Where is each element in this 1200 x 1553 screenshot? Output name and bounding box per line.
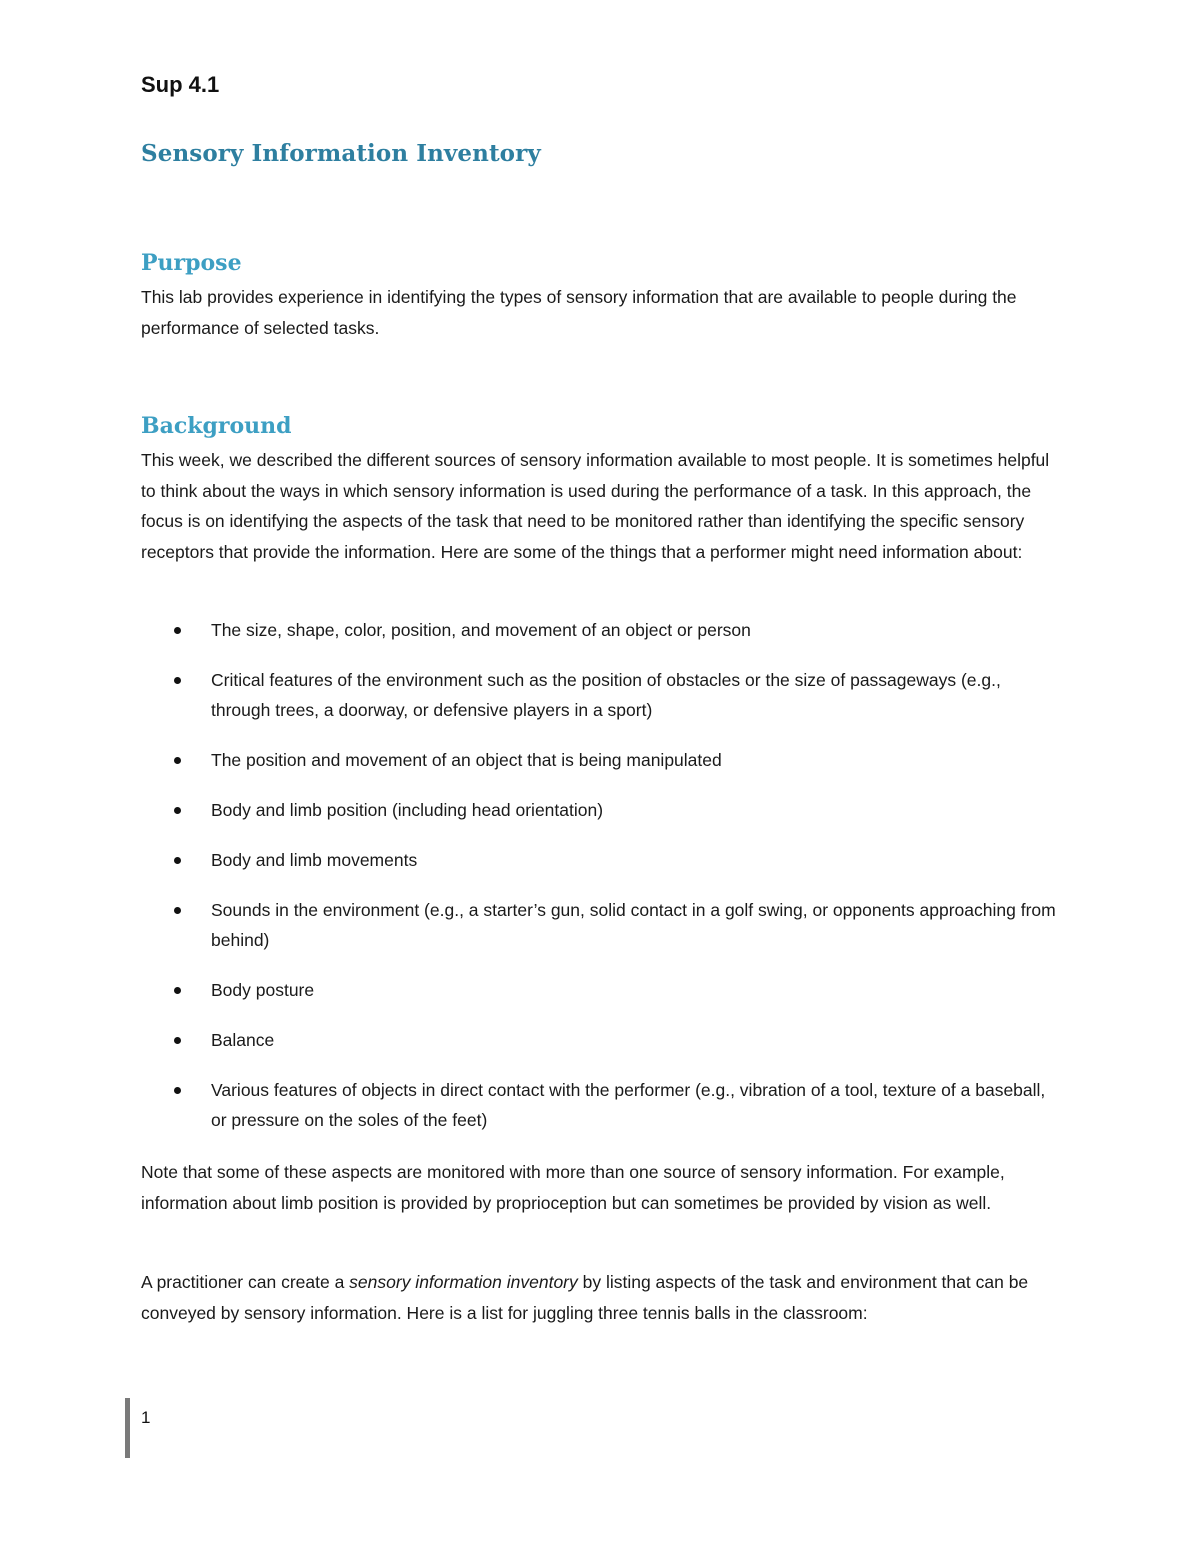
list-item [141, 665, 1061, 725]
bullet-icon [174, 807, 181, 814]
inventory-paragraph [141, 1267, 1061, 1328]
bullet-icon [174, 857, 181, 864]
bullet-icon [174, 1087, 181, 1094]
bullet-icon [174, 907, 181, 914]
list-item-text: Body posture [211, 980, 315, 1000]
document-title: Sensory Information Inventory [141, 140, 541, 167]
inventory-text-before: A practitioner can create a [141, 1272, 350, 1292]
list-item-text: Various features of objects in direct contact with the performer (e.g., vibration of a tool, texture of a baseball, or pressure on the soles of the feet) [211, 1080, 1046, 1130]
list-item [141, 1025, 1061, 1055]
list-item [141, 795, 1061, 825]
bullet-icon [174, 1037, 181, 1044]
list-item [141, 1075, 1061, 1135]
list-item [141, 895, 1061, 955]
list-item-text: Balance [211, 1030, 275, 1050]
list-item-text: Critical features of the environment such as the position of obstacles or the size of passageways (e.g., through trees, a doorway, or defensive players in a sport) [211, 670, 1001, 720]
note-paragraph: Note that some of these aspects are monitored with more than one source of sensory information. For example, information about limb position is provided by proprioception but can sometimes be provided by vision as well. [141, 1162, 1005, 1213]
list-item [141, 615, 1061, 645]
list-item-text: Sounds in the environment (e.g., a starter’s gun, solid contact in a golf swing, or opponents approaching from behind) [211, 900, 1056, 950]
inventory-term: sensory information inventory [349, 1272, 578, 1292]
sensory-aspects-list [141, 615, 1061, 1155]
background-intro-paragraph: This week, we described the different sources of sensory information available to most people. It is sometimes helpful to think about the ways in which sensory information is used during the performance of a task. In this approach, the focus is on identifying the aspects of the task that need to be monitored rather than identifying the specific sensory receptors that provide the information. Here are some of the things that a performer might need information about: [141, 450, 1050, 562]
list-item [141, 845, 1061, 875]
purpose-heading: Purpose [141, 250, 242, 276]
list-item-text: Body and limb position (including head orientation) [211, 800, 604, 820]
list-item-text: The size, shape, color, position, and movement of an object or person [211, 620, 751, 640]
list-item-text: The position and movement of an object that is being manipulated [211, 750, 722, 770]
bullet-icon [174, 757, 181, 764]
bullet-icon [174, 677, 181, 684]
purpose-paragraph: This lab provides experience in identifying the types of sensory information that are available to people during the performance of selected tasks. [141, 287, 1017, 338]
list-item [141, 745, 1061, 775]
bullet-icon [174, 627, 181, 634]
background-heading: Background [141, 413, 292, 439]
page-number: 1 [141, 1408, 151, 1427]
inventory-text-after: by listing aspects of the task and environment that can be conveyed by sensory information. Here is a list for juggling three tennis balls in the classroom: [141, 1272, 1029, 1323]
bullet-icon [174, 987, 181, 994]
list-item [141, 975, 1061, 1005]
document-label: Sup 4.1 [141, 72, 220, 97]
list-item-text: Body and limb movements [211, 850, 418, 870]
footer-divider [125, 1398, 130, 1458]
